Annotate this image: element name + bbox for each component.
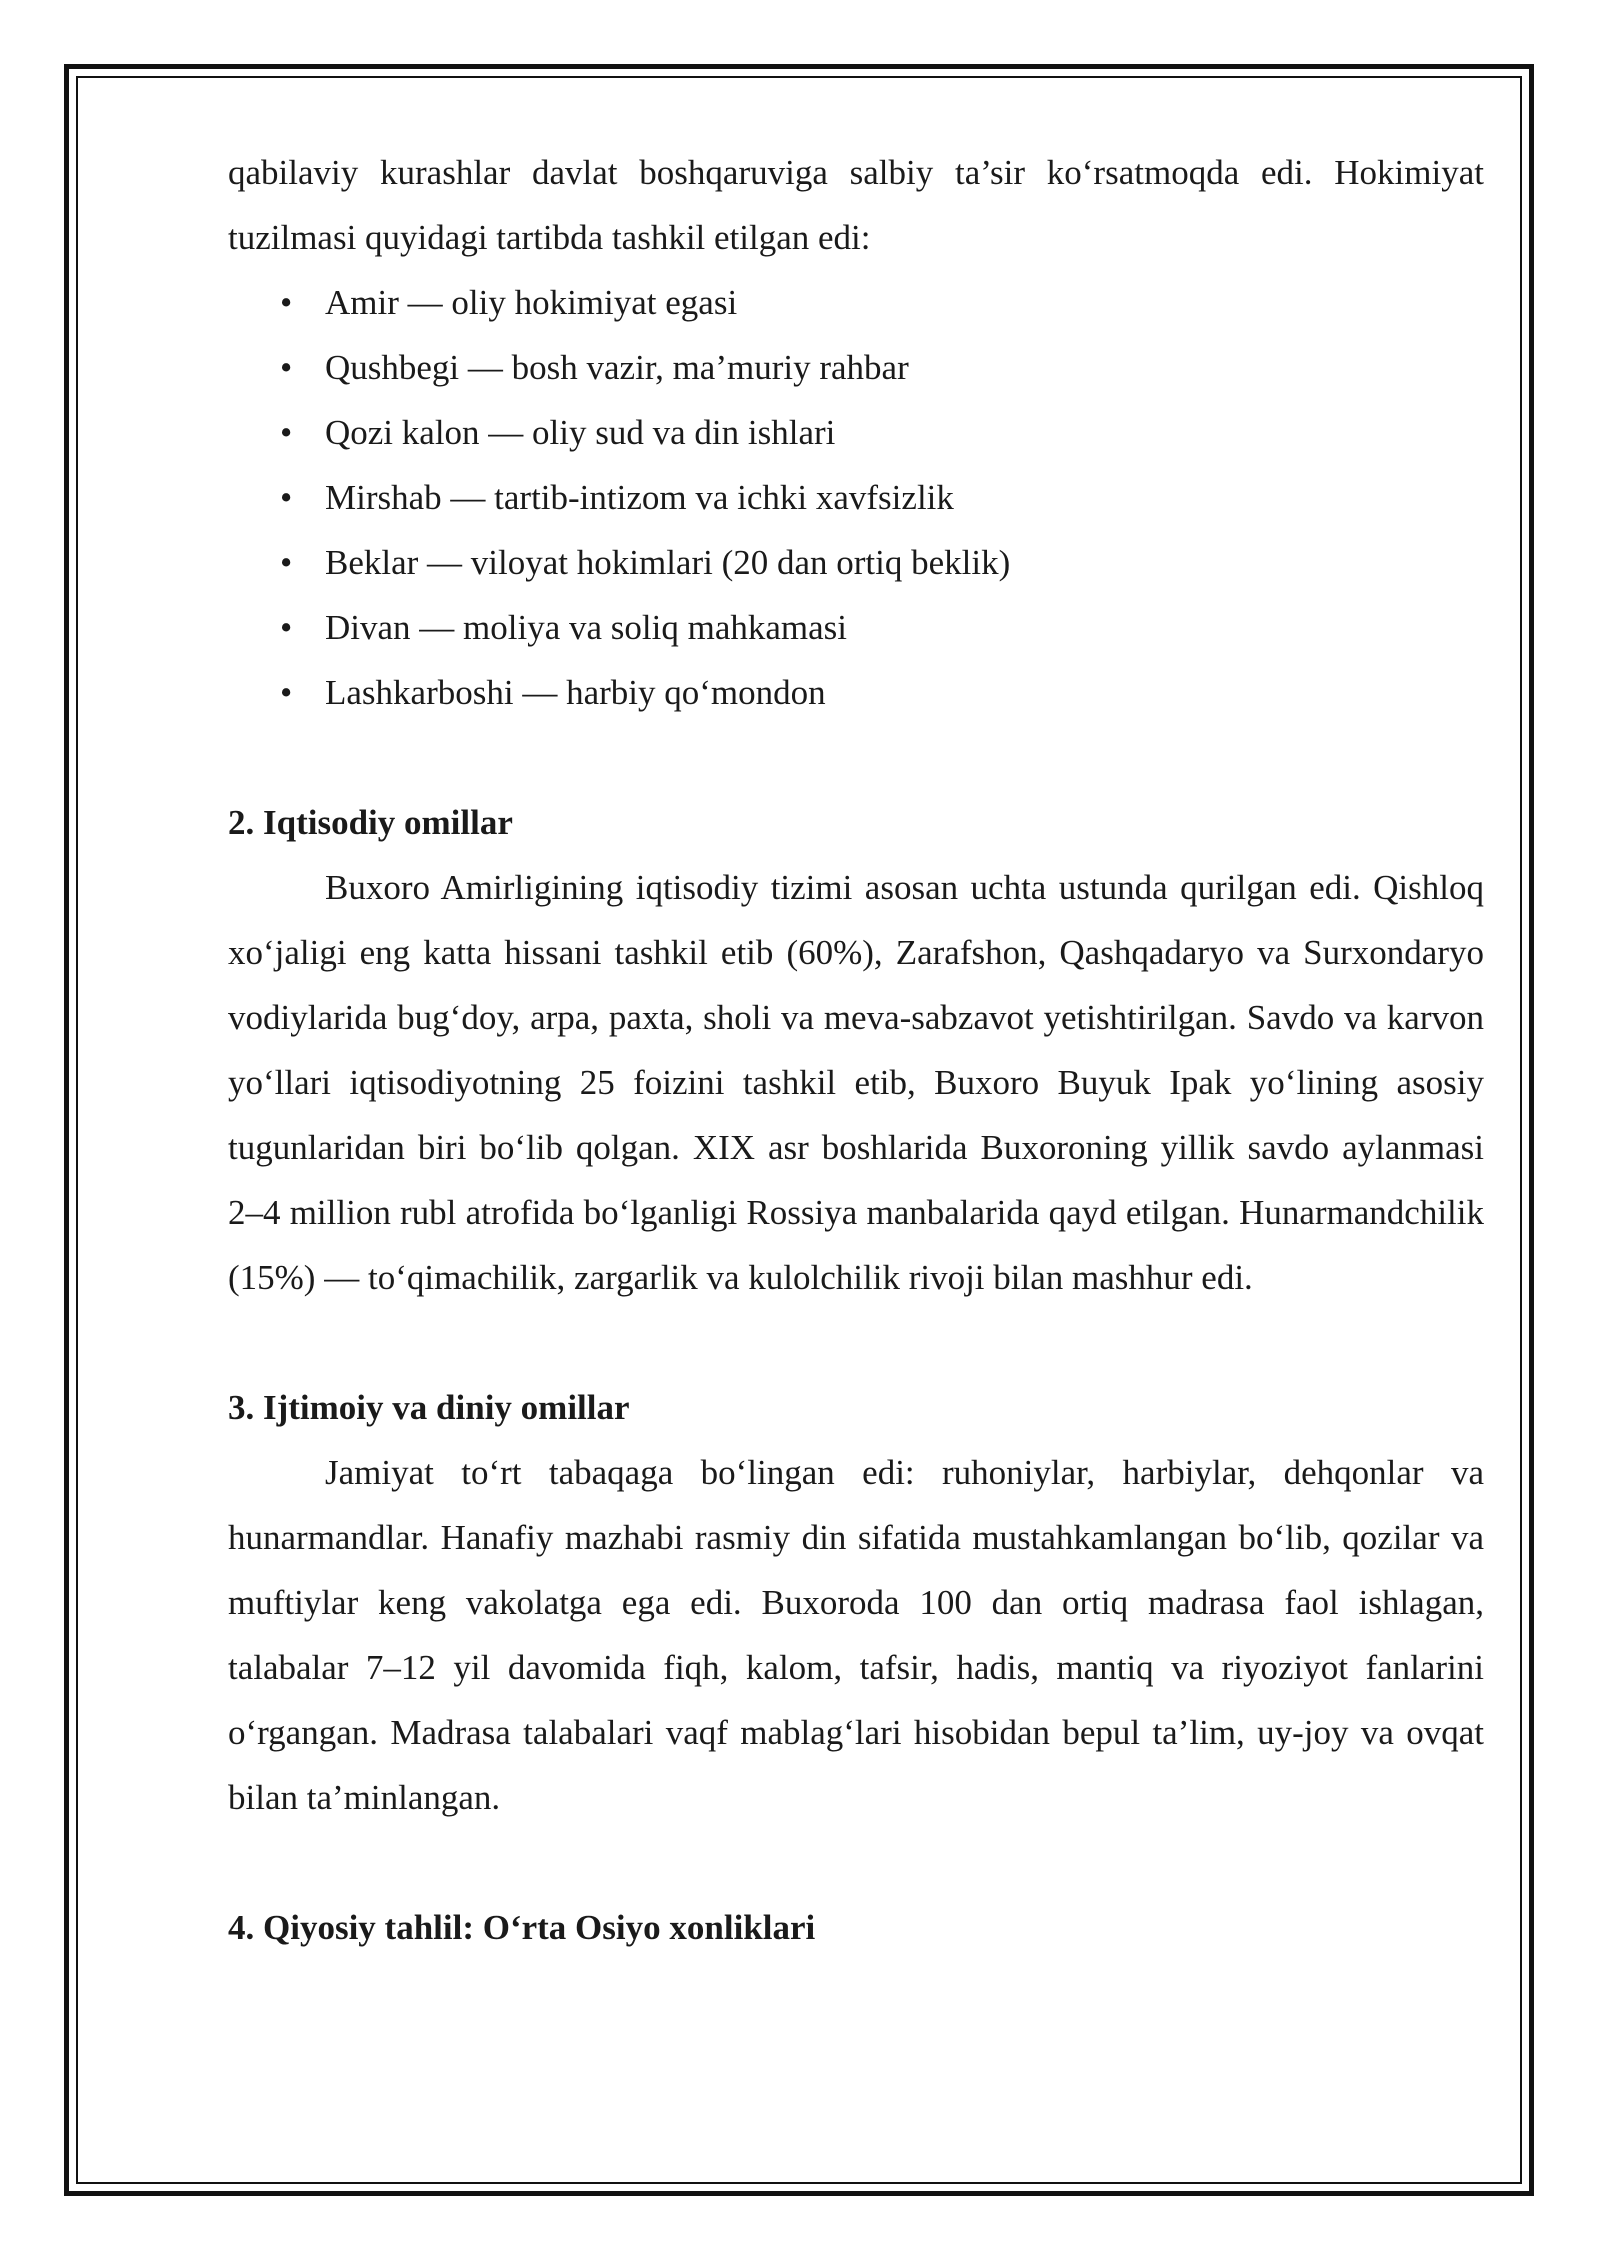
section-heading-social: 3. Ijtimoiy va diniy omillar <box>228 1388 630 1427</box>
bullet-icon: • <box>280 413 293 452</box>
list-item-text: Amir — oliy hokimiyat egasi <box>325 283 738 322</box>
bullet-icon: • <box>280 543 293 582</box>
section-body-economic: Buxoro Amirligining iqtisodiy tizimi asosan uchta ustunda qurilgan edi. Qishloq xo‘jaligi eng katta hissani tashkil etib (60%), Zarafshon, Qashqadaryo va Surxondaryo vodiylarida bug‘doy, arpa, paxta, sholi va meva-sabzavot yetishtirilgan. Savdo va karvon yo‘llari iqtisodiyotning 25 foizini tashkil etib, Buxoro Buyuk Ipak yo‘lining asosiy tugunlaridan biri bo‘lib qolgan. XIX asr boshlarida Buxoroning yillik savdo aylanmasi 2–4 million rubl atrofida bo‘lganligi Rossiya manbalarida qayd etilgan. Hunarmandchilik (15%) — to‘qimachilik, zargarlik va kulolchilik rivoji bilan mashhur edi. <box>228 868 1484 1297</box>
bullet-icon: • <box>280 608 293 647</box>
hierarchy-list <box>228 270 1484 725</box>
spacer <box>228 725 1484 790</box>
list-item <box>228 595 1484 660</box>
bullet-icon: • <box>280 283 293 322</box>
list-item <box>228 465 1484 530</box>
list-item-text: Mirshab — tartib-intizom va ichki xavfsizlik <box>325 478 954 517</box>
spacer <box>228 1830 1484 1895</box>
list-item <box>228 530 1484 595</box>
list-item-text: Beklar — viloyat hokimlari (20 dan ortiq beklik) <box>325 543 1011 582</box>
document-body <box>228 140 1484 1960</box>
list-item-text: Lashkarboshi — harbiy qoʻmondon <box>325 673 826 712</box>
intro-line-2: tuzilmasi quyidagi tartibda tashkil etilgan edi: <box>228 218 871 257</box>
spacer <box>228 1310 1484 1375</box>
list-item <box>228 335 1484 400</box>
list-item-text: Qozi kalon — oliy sud va din ishlari <box>325 413 836 452</box>
list-item <box>228 400 1484 465</box>
intro-paragraph <box>228 140 1484 205</box>
list-item-text: Divan — moliya va soliq mahkamasi <box>325 608 847 647</box>
intro-line-1: qabilaviy kurashlar davlat boshqaruviga salbiy ta’sir ko‘rsatmoqda edi. Hokimiyat <box>228 153 1484 192</box>
bullet-icon: • <box>280 478 293 517</box>
section-heading-economic: 2. Iqtisodiy omillar <box>228 803 513 842</box>
intro-paragraph-end <box>228 205 1484 270</box>
section-body-social: Jamiyat to‘rt tabaqaga bo‘lingan edi: ruhoniylar, harbiylar, dehqonlar va hunarmandlar. Hanafiy mazhabi rasmiy din sifatida mustahkamlangan bo‘lib, qozilar va muftiylar keng vakolatga ega edi. Buxoroda 100 dan ortiq madrasa faol ishlagan, talabalar 7–12 yil davomida fiqh, kalom, tafsir, hadis, mantiq va riyoziyot fanlarini o‘rgangan. Madrasa talabalari vaqf mablag‘lari hisobidan bepul ta’lim, uy-joy va ovqat bilan ta’minlangan. <box>228 1453 1484 1817</box>
list-item <box>228 270 1484 335</box>
bullet-icon: • <box>280 673 293 712</box>
list-item-text: Qushbegi — bosh vazir, ma’muriy rahbar <box>325 348 909 387</box>
section-heading-comparative: 4. Qiyosiy tahlil: Oʻrta Osiyo xonliklari <box>228 1908 816 1947</box>
list-item <box>228 660 1484 725</box>
bullet-icon: • <box>280 348 293 387</box>
